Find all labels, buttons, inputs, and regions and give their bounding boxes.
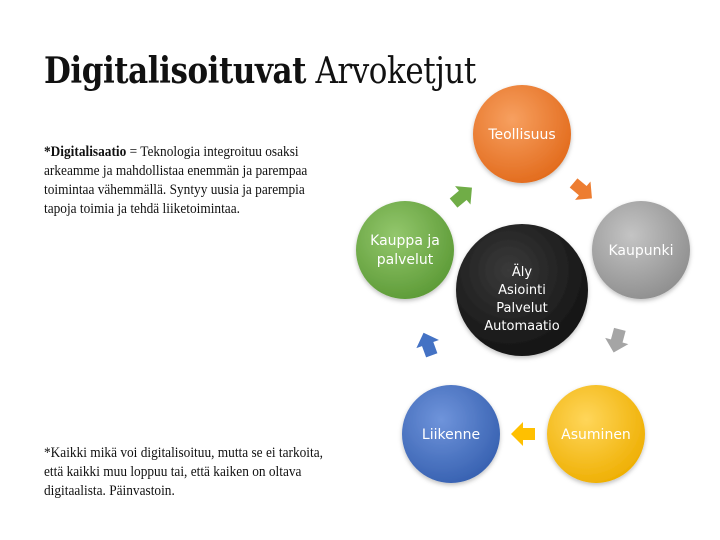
definition-body: = Teknologia integroituu osaksi arkeamme ja mahdollistaa enemmän ja parempaa toimintaa vähemmällä. Syntyy uusia ja parempia tapoja toimia ja tehdä liiketoimintaa. [44, 144, 308, 217]
node-kauppa-label-2: palvelut [376, 252, 434, 268]
cycle-arrow-1 [566, 174, 600, 208]
node-teollisuus [473, 85, 571, 183]
node-teollisuus-label: Teollisuus [488, 127, 556, 143]
cycle-arrow-4 [412, 329, 443, 360]
title-regular: Arvoketjut [315, 51, 476, 92]
cycle-arrow-2 [602, 326, 631, 355]
center-line-2: Asiointi [498, 283, 546, 298]
center-line-4: Automaatio [484, 319, 560, 334]
center-node [456, 224, 588, 356]
node-kauppa-ja-palvelut [356, 201, 454, 299]
node-kauppa-label-1: Kauppa ja [370, 233, 440, 249]
footnote-text: *Kaikki mikä voi digitalisoituu, mutta se ei tarkoita, että kaikki muu loppuu tai, että kaiken on oltava digitaalista. Päinvastoin. [44, 445, 323, 499]
node-asuminen [547, 385, 645, 483]
cycle-arrow-3 [511, 422, 535, 446]
node-kaupunki [592, 201, 690, 299]
title-bold: Digitalisoituvat [44, 50, 307, 92]
center-line-1: Äly [511, 265, 533, 280]
definition-term: *Digitalisaatio [44, 144, 127, 160]
cycle-arrow-5 [446, 178, 480, 212]
node-liikenne-label: Liikenne [421, 427, 481, 443]
node-kaupunki-label: Kaupunki [608, 243, 674, 259]
node-asuminen-label: Asuminen [561, 427, 631, 443]
node-liikenne [402, 385, 500, 483]
center-line-3: Palvelut [496, 301, 548, 316]
